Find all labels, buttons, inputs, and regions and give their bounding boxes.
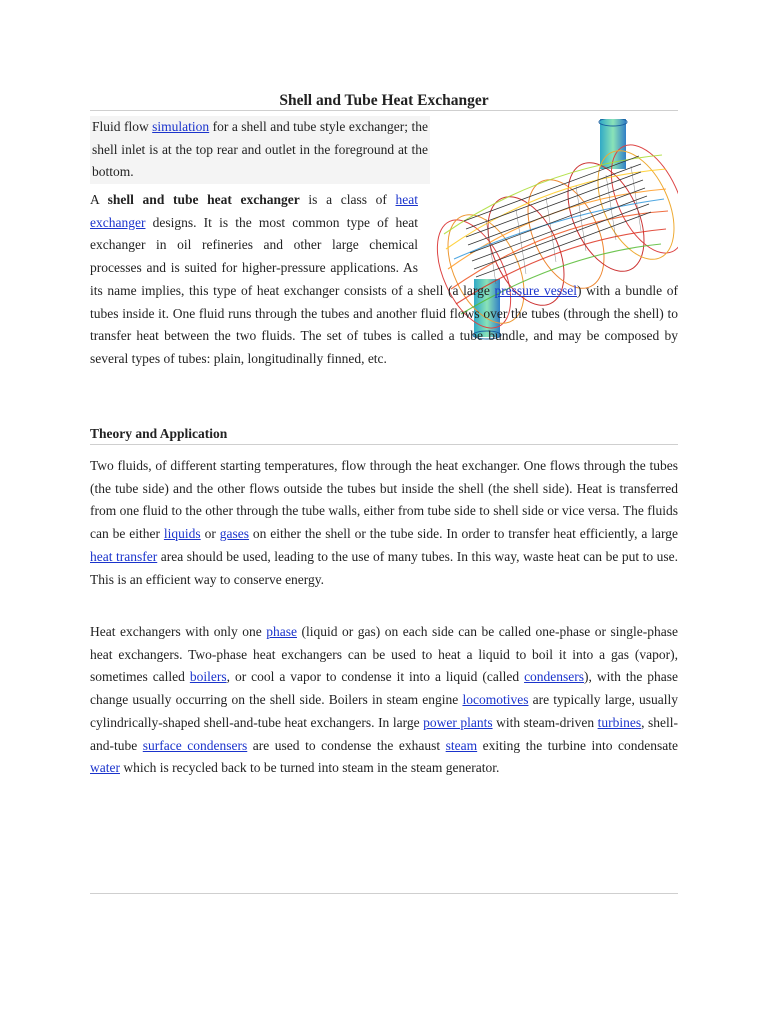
link-locomotives[interactable]: locomotives — [462, 692, 529, 708]
figure-caption: Fluid flow simulation for a shell and tube style exchanger; the shell inlet is at the top rear and outlet in the foreground at the bottom. — [90, 116, 430, 184]
paragraph-phases: Heat exchangers with only one phase (liquid or gas) on each side can be called one-phase or single-phase heat exchangers. Two-phase heat exchangers can be used to heat a liquid to boil it into a gas (vapor), sometimes called boilers, or cool a vapor to condense it into a liquid (called condensers), with the phase change usually occurring on the shell side. Boilers in steam engine locomotives are typically large, usually cylindrically-shaped shell-and-tube heat exchangers. In large power plants with steam-driven turbines, shell-and-tube surface condensers are used to condense the exhaust steam exiting the turbine into condensate water which is recycled back to be turned into steam in the steam generator. — [90, 624, 679, 776]
link-steam[interactable]: steam — [445, 737, 478, 753]
link-boilers[interactable]: boilers — [189, 669, 227, 685]
section-heading: Theory and Application — [90, 426, 228, 441]
link-gases[interactable]: gases — [219, 526, 249, 542]
link-pressure-vessel[interactable]: pressure vessel — [494, 282, 578, 298]
section-divider — [90, 444, 678, 445]
link-surface-condensers[interactable]: surface condensers — [142, 737, 248, 753]
link-heat-exchanger[interactable]: heat exchanger — [90, 192, 418, 230]
bottom-divider — [90, 893, 678, 894]
link-simulation[interactable]: simulation — [152, 119, 210, 134]
heat-exchanger-flow-figure — [426, 119, 678, 277]
link-turbines[interactable]: turbines — [597, 714, 642, 730]
link-phase[interactable]: phase — [266, 624, 297, 639]
bold-term: shell and tube heat exchanger — [107, 192, 300, 207]
link-power-plants[interactable]: power plants — [423, 714, 493, 730]
lead-paragraph: A shell and tube heat exchanger is a class of heat exchanger designs. It is the most common type of heat exchanger in oil refineries and other large chemical processes and is suited for higher-pressure applications. As its name implies, this type of heat exchanger consists of a shell (a large pressure vessel) with a bundle of tubes inside it. One fluid runs through the tubes and another fluid flows over the tubes (through the shell) to transfer heat between the two fluids. The set of tubes is called a tube bundle, and may be composed by several types of tubes: plain, longitudinally finned, etc. — [90, 189, 678, 371]
link-condensers[interactable]: condensers — [524, 669, 585, 685]
page-title: Shell and Tube Heat Exchanger — [279, 92, 489, 109]
paragraph-theory: Two fluids, of different starting temperatures, flow through the heat exchanger. One flows through the tubes (the tube side) and the other flows outside the tubes but inside the shell (the shell side). Heat is transferred from one fluid to the other through the tube walls, either from tube side to shell side or vice versa. The fluids can be either liquids or gases on either the shell or the tube side. In order to transfer heat efficiently, a large heat transfer area should be used, leading to the use of many tubes. In this way, waste heat can be put to use. This is an efficient way to conserve energy. — [90, 458, 679, 587]
link-liquids[interactable]: liquids — [163, 526, 201, 542]
title-divider — [90, 110, 678, 111]
link-water[interactable]: water — [90, 760, 120, 776]
link-heat-transfer[interactable]: heat transfer — [90, 548, 158, 564]
